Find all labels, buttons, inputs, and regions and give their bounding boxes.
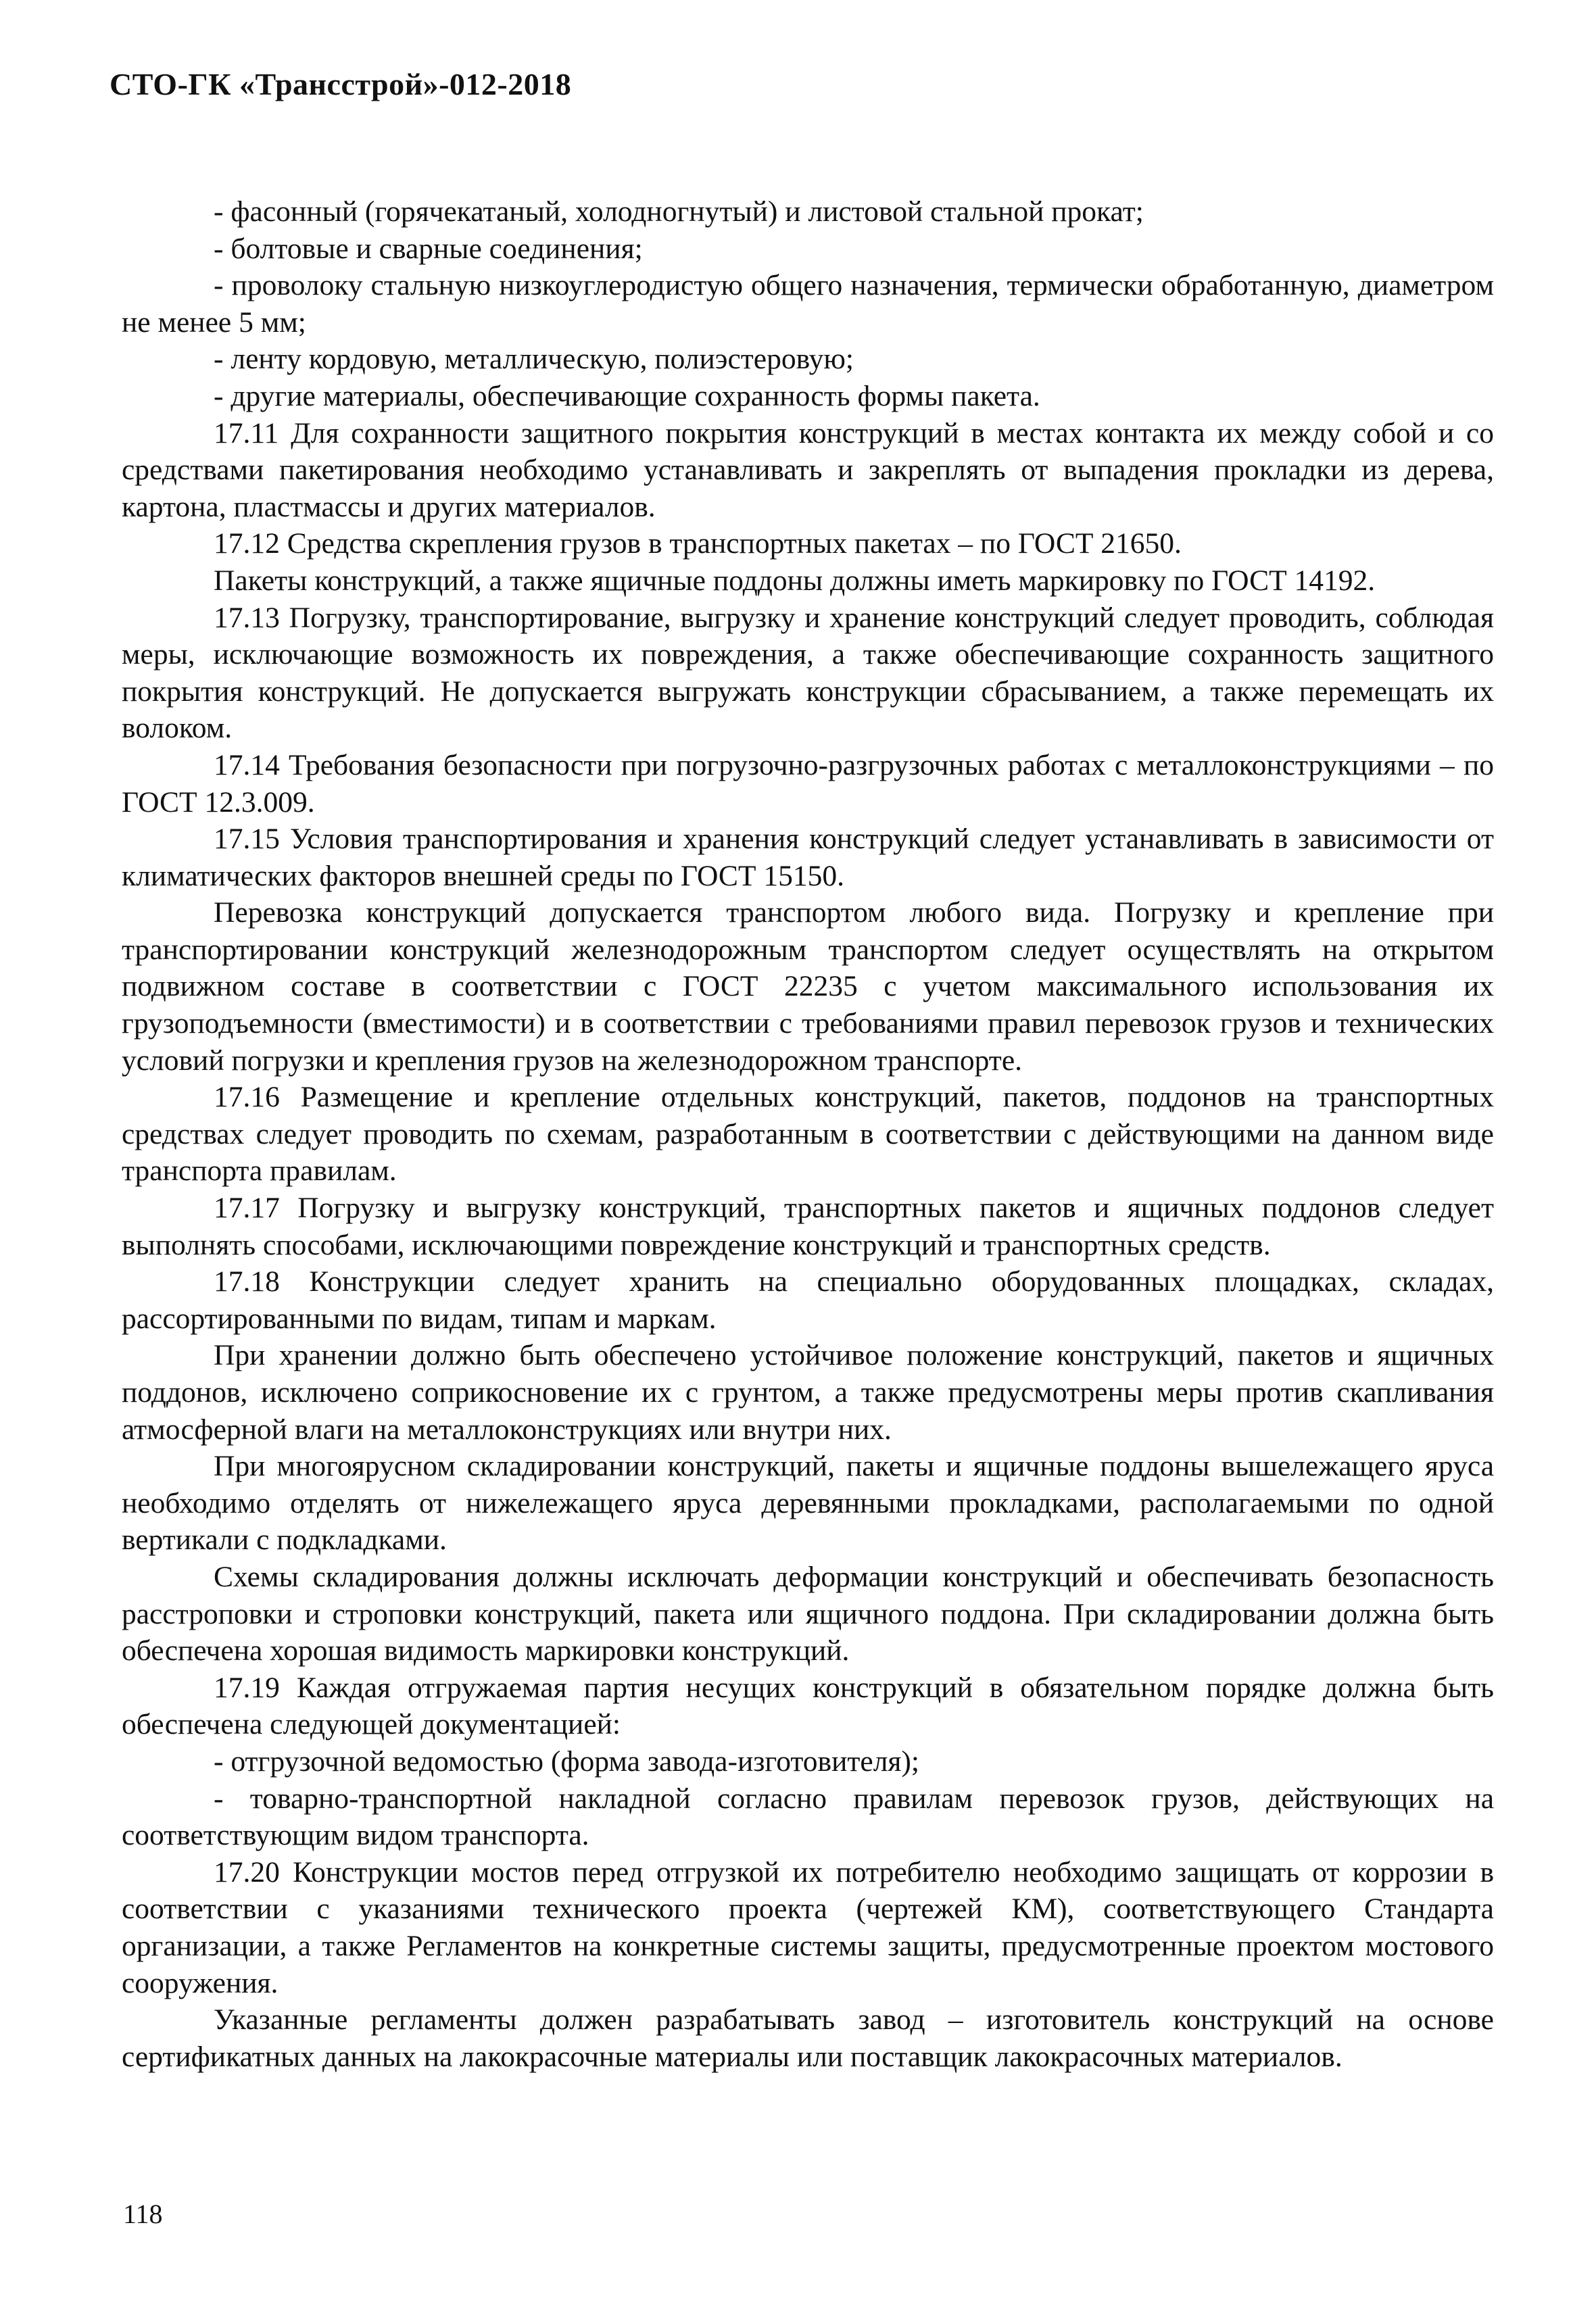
clause-17-19: 17.19 Каждая отгружаемая партия несущих конструкций в обязательном порядке должна быть обеспечена следующей документацией: bbox=[122, 1671, 1494, 1741]
document-body bbox=[122, 193, 1494, 2075]
clause-17-12: 17.12 Средства скрепления грузов в транспортных пакетах – по ГОСТ 21650. bbox=[214, 527, 1182, 560]
paragraph-package-marking: Пакеты конструкций, а также ящичные поддоны должны иметь маркировку по ГОСТ 14192. bbox=[214, 564, 1376, 597]
list-item-shipping-statement: - отгрузочной ведомостью (форма завода-изготовителя); bbox=[214, 1745, 919, 1778]
clause-17-20: 17.20 Конструкции мостов перед отгрузкой их потребителю необходимо защищать от коррозии в соответствии с указаниями технического проекта (чертежей КМ), соответствующего Стандарта организации, а также Регламентов на конкретные системы защиты, предусмотренные проектом мостового сооружения. bbox=[122, 1855, 1494, 1999]
clause-17-13: 17.13 Погрузку, транспортирование, выгрузку и хранение конструкций следует проводить, соблюдая меры, исключающие возможность их повреждения, а также обеспечивающие сохранность защитного покрытия конструкций. Не допускается выгружать конструкции сбрасыванием, а также перемещать их волоком. bbox=[122, 601, 1494, 745]
list-item-cord-tape: - ленту кордовую, металлическую, полиэстеровую; bbox=[214, 343, 854, 376]
clause-17-11: 17.11 Для сохранности защитного покрытия конструкций в местах контакта их между собой и со средствами пакетирования необходимо устанавливать и закреплять от выпадения прокладки из дерева, картона, пластмассы и других материалов. bbox=[122, 416, 1494, 523]
list-item-waybill: - товарно-транспортной накладной согласно правилам перевозок грузов, действующих на соответствующим видом транспорта. bbox=[122, 1782, 1494, 1852]
clause-17-15: 17.15 Условия транспортирования и хранения конструкций следует устанавливать в зависимости от климатических факторов внешней среды по ГОСТ 15150. bbox=[122, 823, 1494, 892]
list-item-bolted-welded-joints: - болтовые и сварные соединения; bbox=[214, 232, 643, 265]
list-item-steel-wire: - проволоку стальную низкоуглеродистую общего назначения, термически обработанную, диаметром не менее 5 мм; bbox=[122, 269, 1494, 339]
clause-17-17: 17.17 Погрузку и выгрузку конструкций, транспортных пакетов и ящичных поддонов следует выполнять способами, исключающими повреждение конструкций и транспортных средств. bbox=[122, 1192, 1494, 1261]
paragraph-storage-schemes: Схемы складирования должны исключать деформации конструкций и обеспечивать безопасность расстроповки и строповки конструкций, пакета или ящичного поддона. При складировании должна быть обеспечена хорошая видимость маркировки конструкций. bbox=[122, 1560, 1494, 1667]
paragraph-transportation-types: Перевозка конструкций допускается транспортом любого вида. Погрузку и крепление при транспортировании конструкций железнодорожным транспортом следует осуществлять на открытом подвижном составе в соответствии с ГОСТ 22235 с учетом максимального использования их грузоподъемности (вместимости) и в соответствии с требованиями правил перевозок грузов и технических условий погрузки и крепления грузов на железнодорожном транспорте. bbox=[122, 896, 1494, 1077]
paragraph-multi-tier-storage: При многоярусном складировании конструкций, пакеты и ящичные поддоны вышележащего яруса необходимо отделять от нижележащего яруса деревянными прокладками, располагаемыми по одной вертикали с подкладками. bbox=[122, 1450, 1494, 1557]
list-item-other-materials: - другие материалы, обеспечивающие сохранность формы пакета. bbox=[214, 379, 1040, 412]
paragraph-storage-stability: При хранении должно быть обеспечено устойчивое положение конструкций, пакетов и ящичных поддонов, исключено соприкосновение их с грунтом, а также предусмотрены меры против скапливания атмосферной влаги на металлоконструкциях или внутри них. bbox=[122, 1339, 1494, 1446]
clause-17-18: 17.18 Конструкции следует хранить на специально оборудованных площадках, складах, рассортированными по видам, типам и маркам. bbox=[122, 1265, 1494, 1335]
document-header-title: СТО-ГК «Трансстрой»-012-2018 bbox=[110, 67, 572, 101]
list-item-profiled-steel: - фасонный (горячекатаный, холодногнутый) и листовой стальной прокат; bbox=[214, 195, 1144, 228]
page-number: 118 bbox=[123, 2199, 163, 2229]
clause-17-14: 17.14 Требования безопасности при погрузочно-разгрузочных работах с металлоконструкциями – по ГОСТ 12.3.009. bbox=[122, 748, 1494, 819]
paragraph-regulations-developer: Указанные регламенты должен разрабатывать завод – изготовитель конструкций на основе сертификатных данных на лакокрасочные материалы или поставщик лакокрасочных материалов. bbox=[122, 2003, 1494, 2073]
clause-17-16: 17.16 Размещение и крепление отдельных конструкций, пакетов, поддонов на транспортных средствах следует проводить по схемам, разработанным в соответствии с действующими на данном виде транспорта правилам. bbox=[122, 1081, 1494, 1188]
